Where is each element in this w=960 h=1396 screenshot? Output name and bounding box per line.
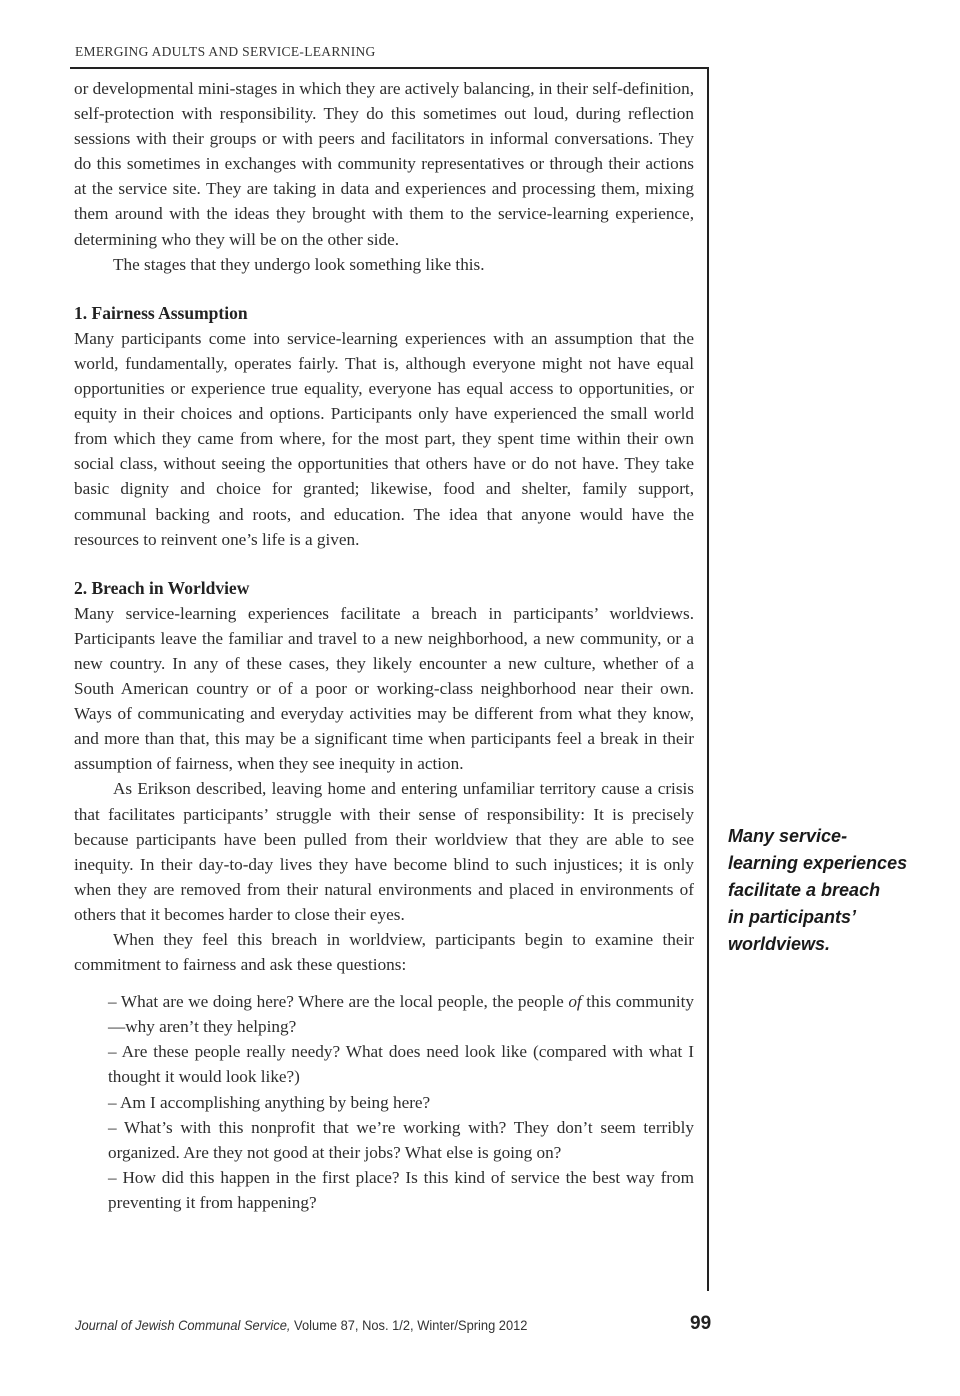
question-item: – Am I accomplishing anything by being here? — [108, 1092, 431, 1112]
running-head: EMERGING ADULTS AND SERVICE-LEARNING — [75, 44, 376, 59]
journal-title: Journal of Jewish Communal Service, — [75, 1317, 291, 1333]
header-rule — [70, 67, 709, 69]
breach-paragraph-1: Many service-learning experiences facilitate a breach in participants’ worldviews. Participants leave the familiar and travel to a new neighborhood, a new community, or a new country. In any of these cases, they likely encounter a new culture, whether of a South American country or of a poor or working-class neighborhood near their own. Ways of communicating and everyday activities may be different from what they know, and more than that, this may be a significant time when participants feel a break in their assumption of fairness, when they see inequity in action. — [74, 603, 694, 774]
intro-transition-paragraph: The stages that they undergo look something like this. — [113, 254, 485, 274]
main-text-column — [74, 76, 694, 1215]
question-item: – Are these people really needy? What does need look like (compared with what I thought it would look like?) — [108, 1042, 694, 1087]
question-item: – What’s with this nonprofit that we’re working with? They don’t seem terribly organized. Are they not good at their jobs? What else is going on? — [108, 1117, 694, 1162]
pull-quote: Many service- learning experiences facilitate a breach in participants’ worldviews. — [728, 826, 908, 954]
fairness-paragraph: Many participants come into service-learning experiences with an assumption that the world, fundamentally, operates fairly. That is, although everyone might not have equal opportunities or experience true equality, everyone has equal access to opportunities, or equity in their choices and options. Participants only have experienced the small world from which they came from where, for the most part, they spent time within their own social class, without seeing the opportunities that others have or do not have. They take basic dignity and choice for granted; likewise, food and shelter, family support, communal backing and roots, and education. The idea that anyone would have the resources to reinvent one’s life is a given. — [74, 328, 694, 549]
breach-paragraph-2: As Erikson described, leaving home and entering unfamiliar territory cause a crisis that facilitates participants’ struggle with their sense of responsibility: It is precisely because participants have been pulled from their worldview that they are able to see inequity. In their day-to-day lives they have become blind to such injustices; it is only when they are removed from their natural environments and placed in environments of others that it becomes harder to close their eyes. — [74, 779, 694, 924]
page-number: 99 — [690, 1313, 712, 1334]
intro-paragraph: or developmental mini-stages in which they are actively balancing, in their self-definition, self-protection with responsibility. They do this sometimes out loud, during reflection sessions with their groups or with peers and facilitators in informal conversations. They do this sometimes in exchanges with community representatives or through their actions at the service site. They are taking in data and experiences and processing them, mixing them around with the ideas they brought with them to the service-learning experience, determining who they will be on the other side. — [74, 79, 694, 249]
question-list — [74, 989, 694, 1215]
journal-issue: Volume 87, Nos. 1/2, Winter/Spring 2012 — [290, 1317, 528, 1333]
section-heading-fairness-assumption: 1. Fairness Assumption — [74, 302, 248, 323]
footer-citation — [75, 1317, 527, 1333]
breach-paragraph-3: When they feel this breach in worldview, participants begin to examine their commitment to fairness and ask these questions: — [74, 930, 694, 975]
section-heading-breach-in-worldview: 2. Breach in Worldview — [74, 577, 250, 598]
column-divider-rule — [707, 67, 709, 1291]
question-item: – What are we doing here? Where are the local people, the people of this community—why aren’t they helping? — [108, 992, 695, 1037]
question-item: – How did this happen in the first place? Is this kind of service the best way from preventing it from happening? — [108, 1167, 694, 1212]
